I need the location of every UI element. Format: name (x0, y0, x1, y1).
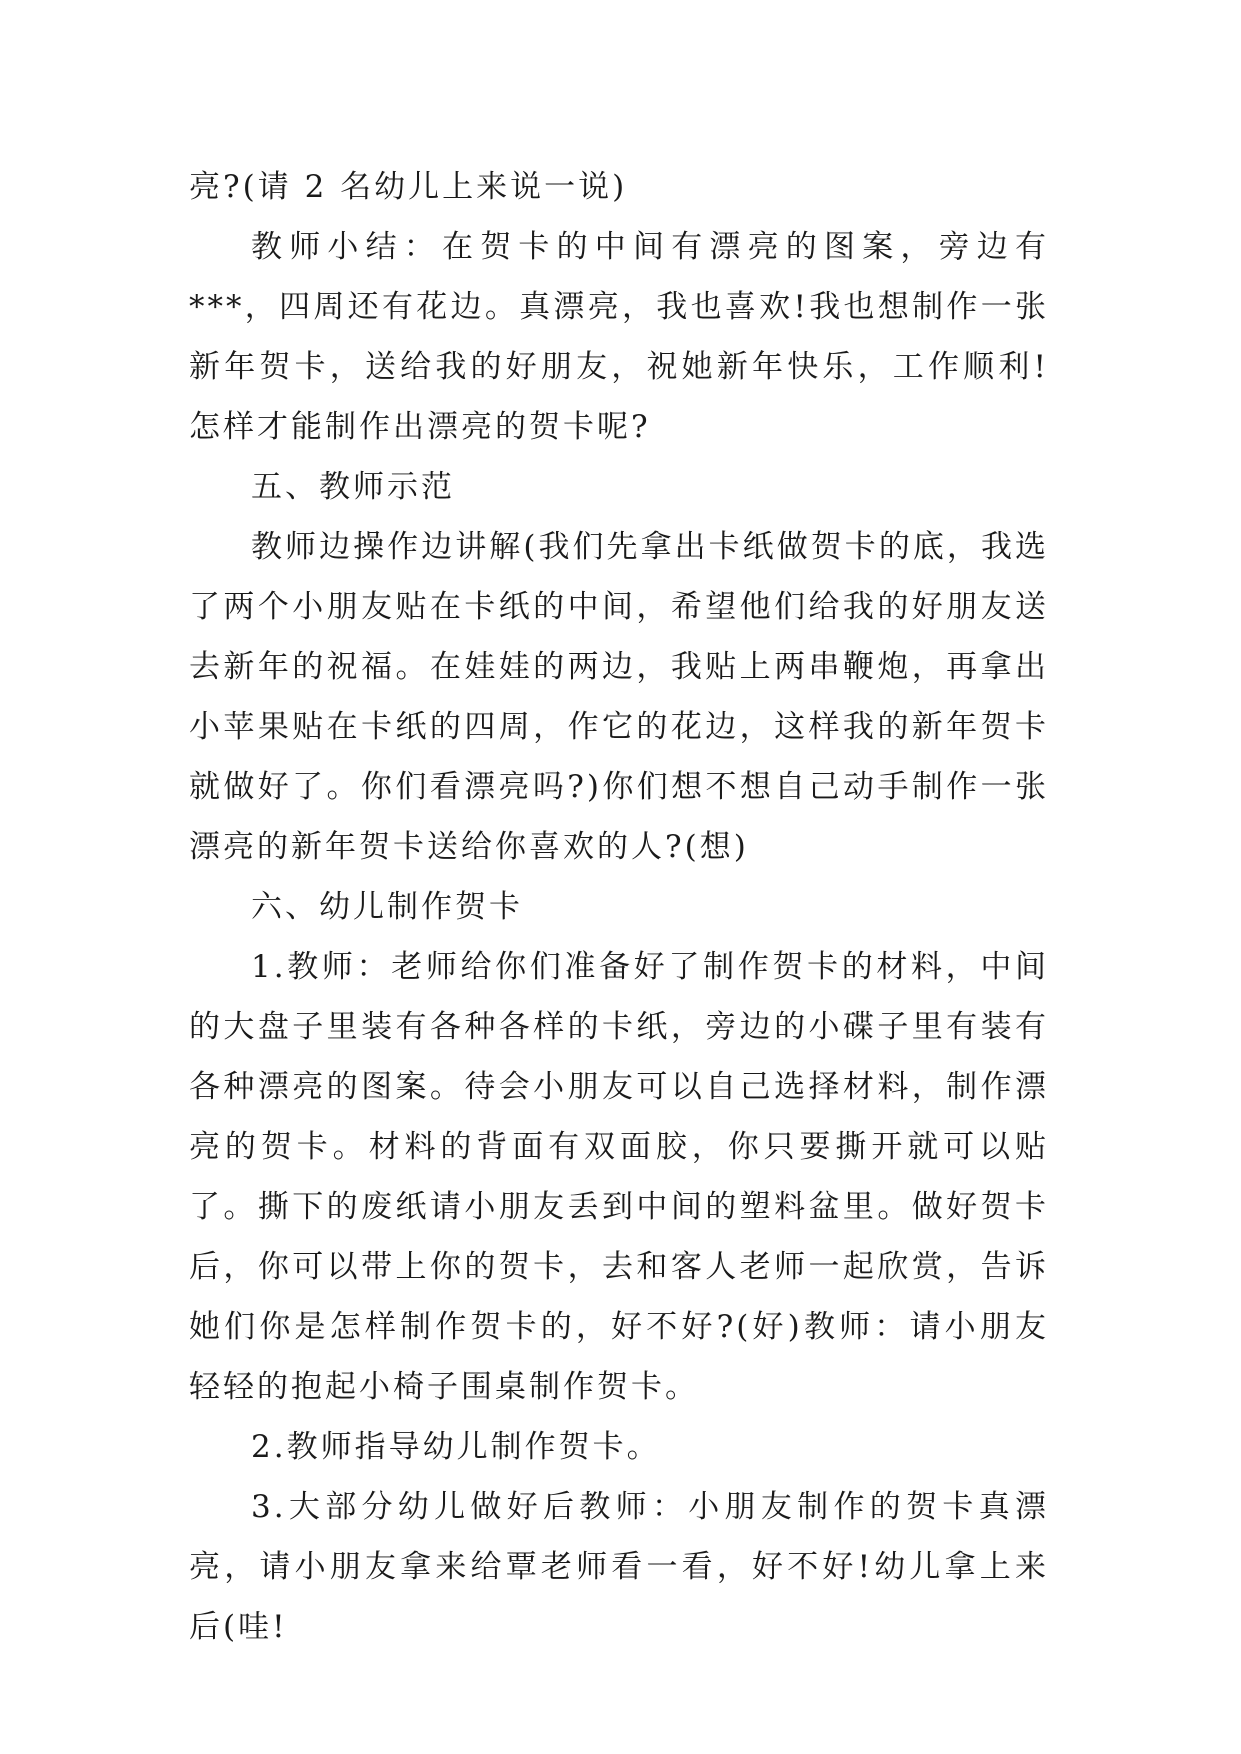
paragraph-teacher-summary: 教师小结：在贺卡的中间有漂亮的图案，旁边有***，四周还有花边。真漂亮，我也喜欢!我也想制作一张新年贺卡，送给我的好朋友，祝她新年快乐，工作顺利!怎样才能制作出漂亮的贺卡呢? (189, 229, 1049, 445)
paragraph-step-2: 2.教师指导幼儿制作贺卡。 (251, 1429, 661, 1465)
paragraph-step-1: 1.教师：老师给你们准备好了制作贺卡的材料，中间的大盘子里装有各种各样的卡纸，旁边的小碟子里有装有各种漂亮的图案。待会小朋友可以自己选择材料，制作漂亮的贺卡。材料的背面有双面胶，你只要撕开就可以贴了。撕下的废纸请小朋友丢到中间的塑料盆里。做好贺卡后，你可以带上你的贺卡，去和客人老师一起欣赏，告诉她们你是怎样制作贺卡的，好不好?(好)教师：请小朋友轻轻的抱起小椅子围桌制作贺卡。 (189, 949, 1049, 1405)
document-body (189, 157, 1049, 1657)
paragraph-step-3: 3.大部分幼儿做好后教师：小朋友制作的贺卡真漂亮，请小朋友拿来给覃老师看一看，好不好!幼儿拿上来后(哇! (189, 1489, 1049, 1645)
section-heading-teacher-demo: 五、教师示范 (251, 469, 455, 505)
paragraph-continuation: 亮?(请 2 名幼儿上来说一说) (189, 169, 628, 205)
section-heading-children-make-cards: 六、幼儿制作贺卡 (251, 889, 523, 925)
paragraph-teacher-demo: 教师边操作边讲解(我们先拿出卡纸做贺卡的底，我选了两个小朋友贴在卡纸的中间，希望他们给我的好朋友送去新年的祝福。在娃娃的两边，我贴上两串鞭炮，再拿出小苹果贴在卡纸的四周，作它的花边，这样我的新年贺卡就做好了。你们看漂亮吗?)你们想不想自己动手制作一张漂亮的新年贺卡送给你喜欢的人?(想) (189, 529, 1049, 865)
